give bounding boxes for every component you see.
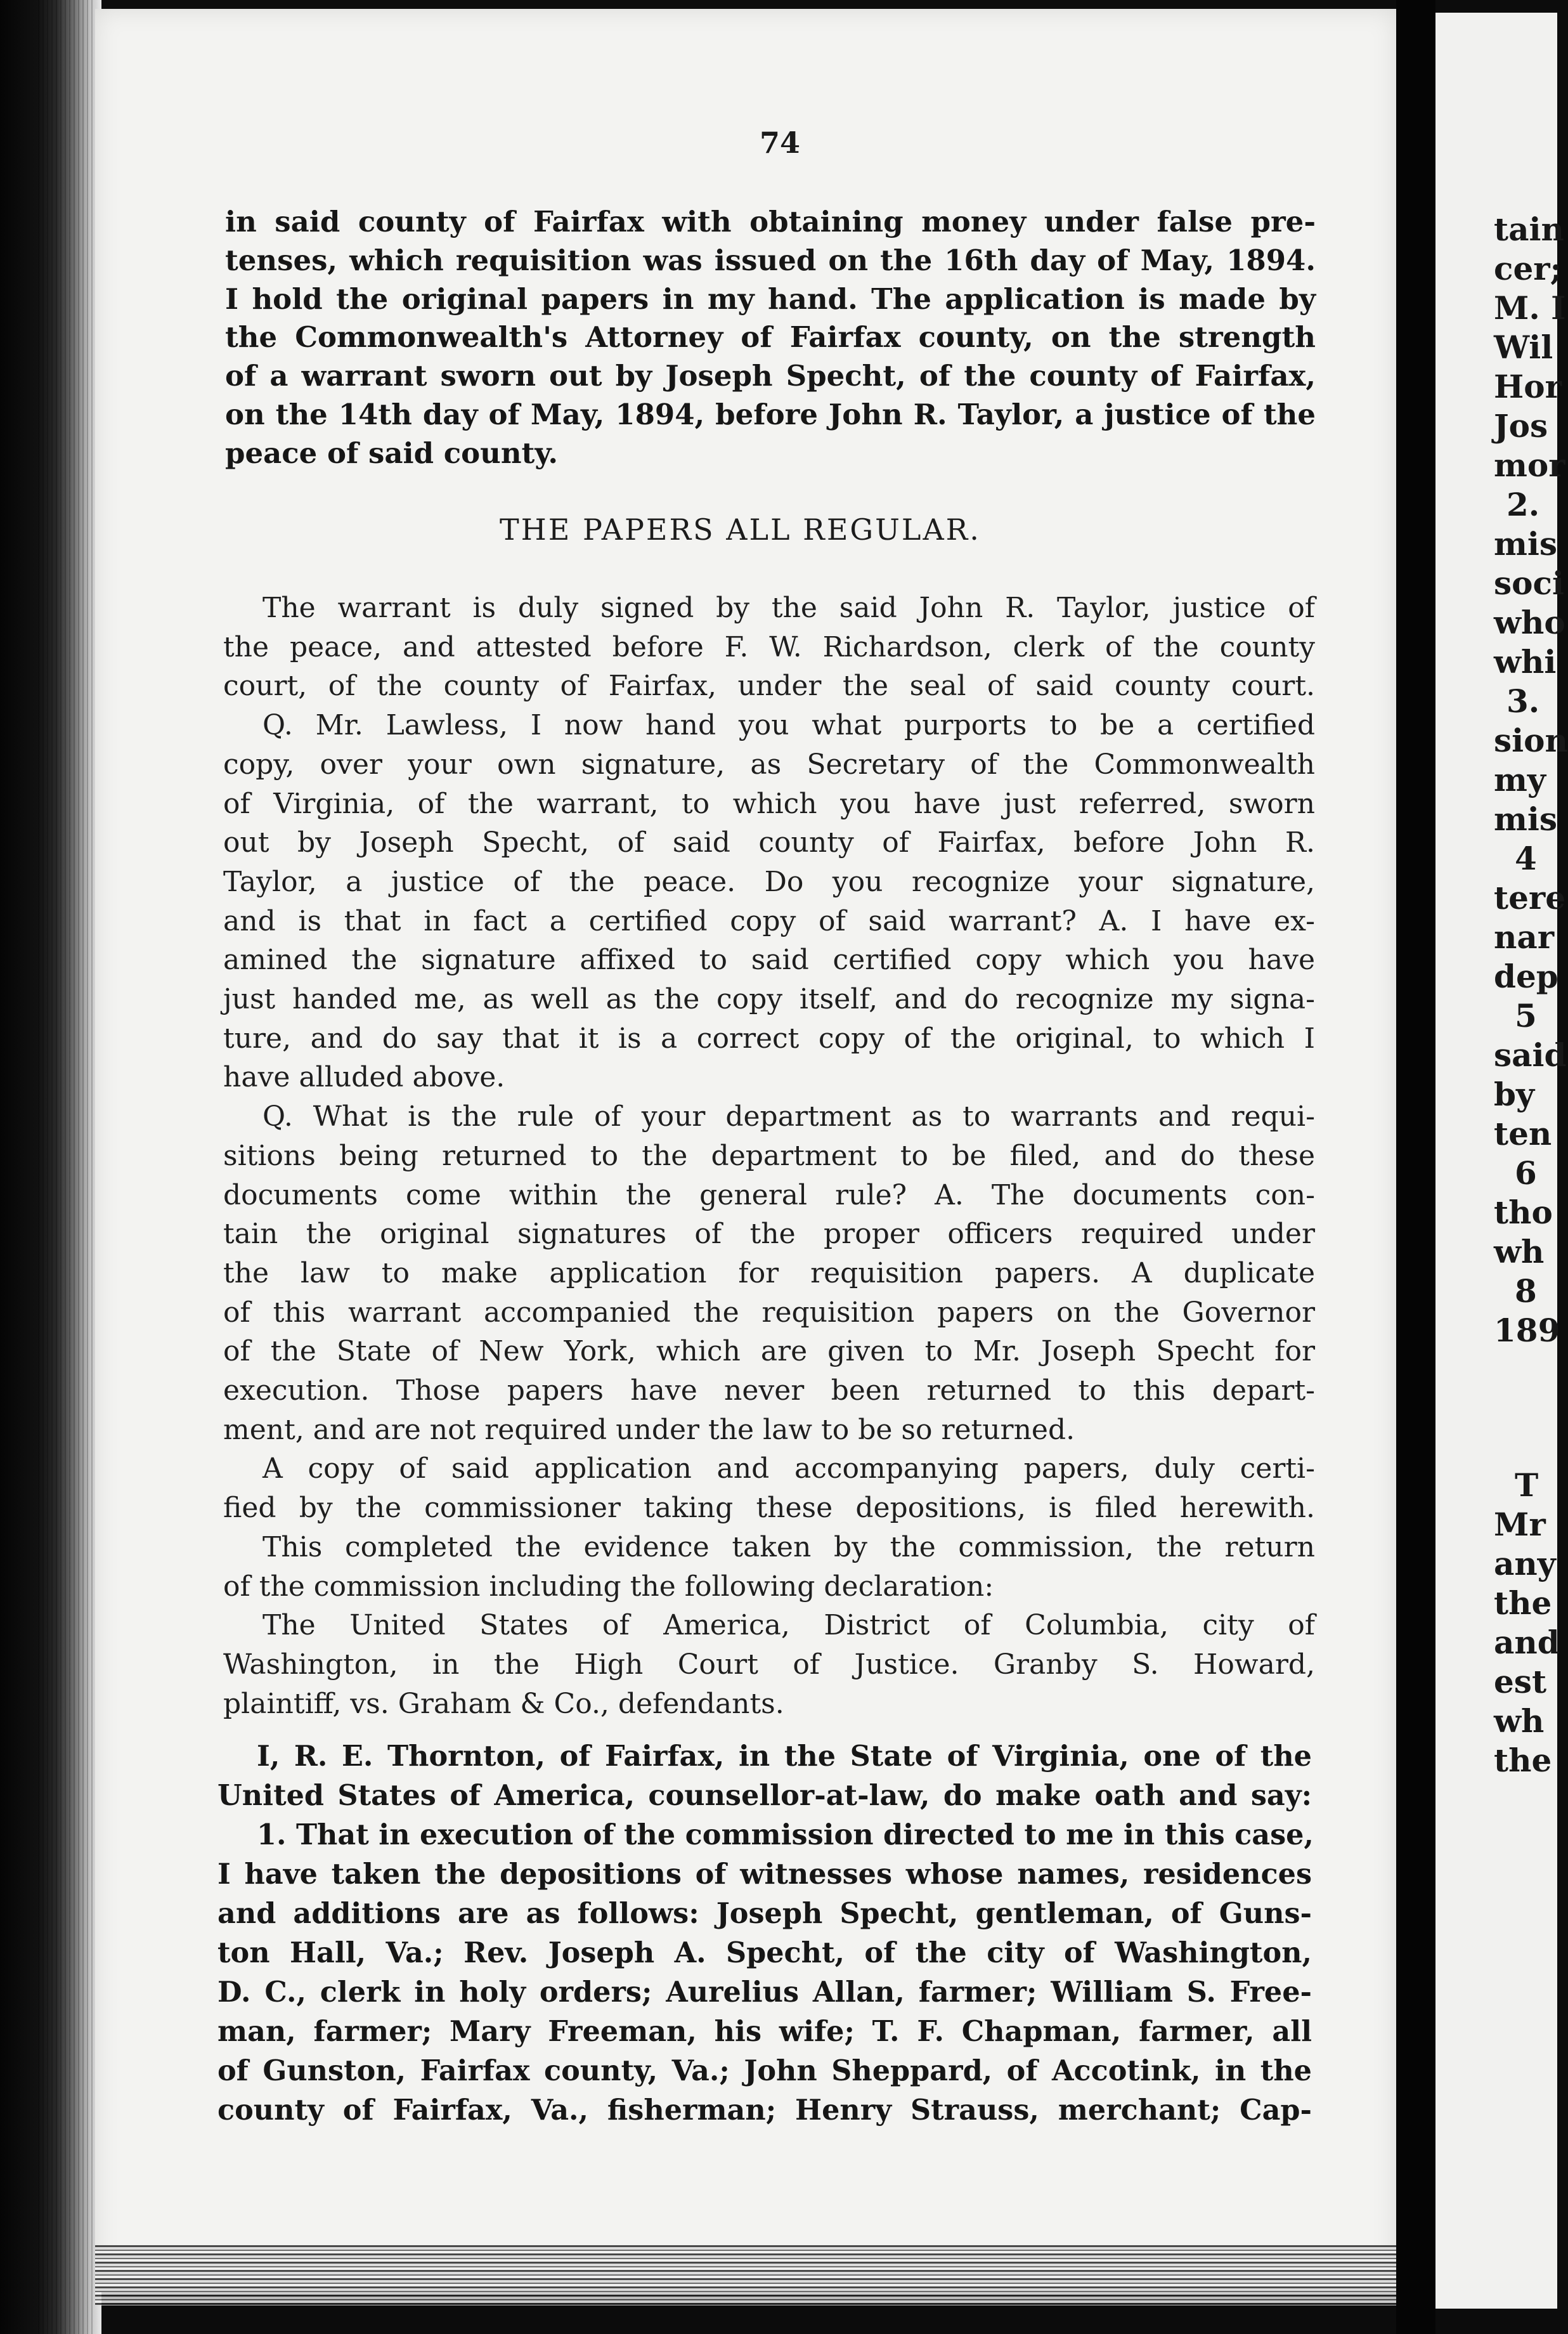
- right-page-text: Wil: [1494, 329, 1553, 366]
- deposition-line: 1. That in execution of the commission directed to me in this case,: [257, 1818, 1314, 1851]
- right-page-text: dep: [1494, 958, 1558, 995]
- right-page-text: 2.: [1506, 486, 1540, 523]
- right-page-text: 8: [1515, 1272, 1537, 1310]
- right-page-text: and: [1494, 1624, 1560, 1661]
- right-page-text: tere: [1494, 879, 1566, 916]
- body-line: the law to make application for requisition papers. A duplicate: [223, 1256, 1315, 1289]
- body-line: have alluded above.: [223, 1061, 505, 1094]
- right-page-fragment: [1435, 13, 1568, 2309]
- right-page-text: soci: [1494, 564, 1564, 602]
- page-divider: [1396, 0, 1435, 2334]
- right-page-text: nar: [1494, 918, 1555, 956]
- right-page-text: ten: [1494, 1115, 1552, 1152]
- intro-line: in said county of Fairfax with obtaining money under false pre-: [225, 205, 1316, 238]
- body-line: court, of the county of Fairfax, under the seal of said county court.: [223, 670, 1315, 703]
- deposition-line: I have taken the depositions of witnesses whose names, residences: [217, 1858, 1312, 1891]
- body-line: Washington, in the High Court of Justice. Granby S. Howard,: [223, 1648, 1315, 1681]
- deposition-line: county of Fairfax, Va., fisherman; Henry Strauss, merchant; Cap-: [217, 2094, 1312, 2127]
- body-line: of this warrant accompanied the requisition papers on the Governor: [223, 1296, 1315, 1329]
- deposition-line: and additions are as follows: Joseph Specht, gentleman, of Guns-: [217, 1897, 1312, 1930]
- right-page-text: whi: [1494, 643, 1557, 681]
- body-line: ment, and are not required under the law to be so returned.: [223, 1413, 1075, 1446]
- intro-line: peace of said county.: [225, 436, 558, 470]
- deposition-line: United States of America, counsellor-at-law, do make oath and say:: [217, 1779, 1312, 1812]
- right-page-text: Jos: [1494, 407, 1548, 445]
- body-line: plaintiff, vs. Graham & Co., defendants.: [223, 1687, 784, 1720]
- body-line: out by Joseph Specht, of said county of Fairfax, before John R.: [223, 826, 1315, 859]
- intro-line: of a warrant sworn out by Joseph Specht, of the county of Fairfax,: [225, 359, 1316, 393]
- right-page-text: mis: [1494, 525, 1558, 563]
- deposition-paragraph: [217, 1737, 1312, 2130]
- body-line: execution. Those papers have never been returned to this depart-: [223, 1374, 1315, 1407]
- right-page-text: who: [1494, 604, 1565, 641]
- page-number: 74: [760, 126, 801, 160]
- right-page-text: sion: [1494, 722, 1568, 759]
- body-line: amined the signature affixed to said certified copy which you have: [223, 944, 1315, 977]
- body-line: copy, over your own signature, as Secretary of the Commonwealth: [223, 748, 1315, 781]
- body-line: The United States of America, District of Columbia, city of: [262, 1609, 1315, 1642]
- body-line: Q. Mr. Lawless, I now hand you what purports to be a certified: [262, 709, 1315, 742]
- section-heading: THE PAPERS ALL REGULAR.: [500, 512, 981, 547]
- right-page-text: mis: [1494, 800, 1558, 838]
- right-page-text: wh: [1494, 1233, 1545, 1270]
- right-page-text: T: [1515, 1466, 1539, 1504]
- right-page-text: said: [1494, 1036, 1567, 1074]
- right-page-text: mor: [1494, 447, 1565, 484]
- page-stack-edge: [95, 2245, 1401, 2305]
- body-line: and is that in fact a certified copy of said warrant? A. I have ex-: [223, 904, 1315, 937]
- body-line: the peace, and attested before F. W. Richardson, clerk of the county: [223, 630, 1315, 663]
- right-page-text: Hor: [1494, 368, 1562, 405]
- body-line: A copy of said application and accompanying papers, duly certi-: [262, 1452, 1315, 1485]
- body-line: sitions being returned to the department to be filed, and do these: [223, 1139, 1315, 1172]
- right-page-text: 189: [1494, 1312, 1560, 1349]
- body-line: The warrant is duly signed by the said John R. Taylor, justice of: [262, 592, 1315, 624]
- binding-gutter: [0, 0, 101, 2334]
- body-line: documents come within the general rule? A. The documents con-: [223, 1178, 1315, 1211]
- right-page-text: tho: [1494, 1194, 1553, 1231]
- deposition-line: man, farmer; Mary Freeman, his wife; T. F. Chapman, farmer, all: [217, 2015, 1312, 2048]
- deposition-line: of Gunston, Fairfax county, Va.; John Sheppard, of Accotink, in the: [217, 2054, 1312, 2087]
- intro-line: the Commonwealth's Attorney of Fairfax county, on the strength: [225, 320, 1316, 355]
- gutter-texture: [38, 0, 95, 2334]
- right-page-text: the: [1494, 1584, 1552, 1622]
- body-line: just handed me, as well as the copy itself, and do recognize my signa-: [223, 983, 1315, 1016]
- intro-line: on the 14th day of May, 1894, before John R. Taylor, a justice of the: [225, 397, 1316, 431]
- right-page-text: 3.: [1506, 682, 1540, 720]
- intro-line: I hold the original papers in my hand. The application is made by: [225, 282, 1316, 316]
- right-page-text: my: [1494, 761, 1546, 799]
- body-line: of the commission including the following declaration:: [223, 1570, 994, 1603]
- right-page-text: by: [1494, 1076, 1535, 1113]
- body-line: tain the original signatures of the proper officers required under: [223, 1218, 1315, 1251]
- testimony-body: [223, 589, 1315, 1723]
- body-line: of Virginia, of the warrant, to which you have just referred, sworn: [223, 787, 1315, 820]
- right-page-text: M. I: [1494, 289, 1566, 327]
- intro-line: tenses, which requisition was issued on the 16th day of May, 1894.: [225, 243, 1316, 277]
- right-page-text: tain: [1494, 211, 1564, 248]
- right-page-text: est: [1494, 1663, 1547, 1700]
- right-page-text: 5: [1515, 997, 1537, 1034]
- body-line: Q. What is the rule of your department as to warrants and requi-: [262, 1100, 1315, 1133]
- body-line: This completed the evidence taken by the commission, the return: [262, 1530, 1315, 1563]
- deposition-line: D. C., clerk in holy orders; Aurelius Allan, farmer; William S. Free-: [217, 1976, 1312, 2009]
- body-line: ture, and do say that it is a correct copy of the original, to which I: [223, 1022, 1315, 1055]
- right-page-text: 4: [1515, 840, 1537, 877]
- body-line: Taylor, a justice of the peace. Do you recognize your signature,: [223, 865, 1315, 898]
- deposition-line: I, R. E. Thornton, of Fairfax, in the State of Virginia, one of the: [257, 1740, 1312, 1773]
- body-line: fied by the commissioner taking these depositions, is filed herewith.: [223, 1492, 1315, 1525]
- right-page-text: 6: [1515, 1154, 1537, 1192]
- right-page-text: cer;: [1494, 250, 1562, 287]
- body-line: of the State of New York, which are given to Mr. Joseph Specht for: [223, 1335, 1315, 1368]
- right-page-text: the: [1494, 1742, 1552, 1779]
- intro-paragraph: [225, 203, 1316, 473]
- right-page-text: any: [1494, 1545, 1556, 1582]
- right-page-text: wh: [1494, 1702, 1545, 1740]
- deposition-line: ton Hall, Va.; Rev. Joseph A. Specht, of the city of Washington,: [217, 1936, 1312, 1969]
- right-page-text: Mr: [1494, 1506, 1546, 1543]
